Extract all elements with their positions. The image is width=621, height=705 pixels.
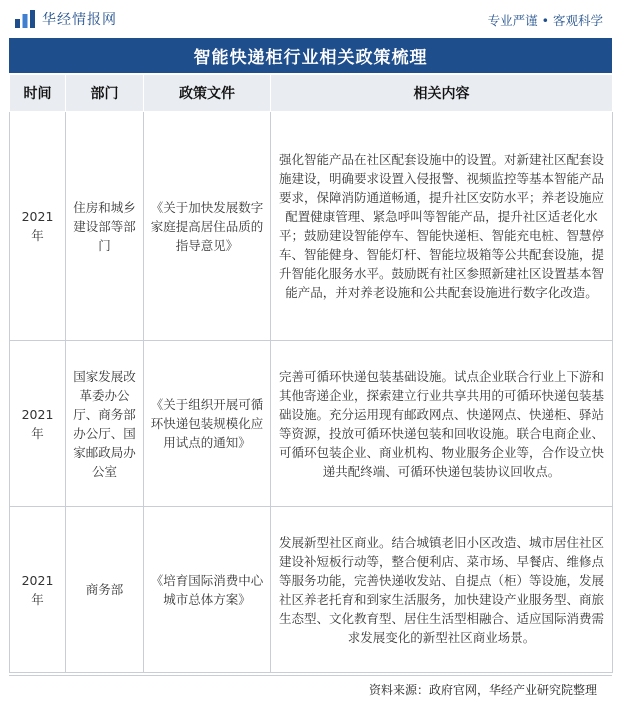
cell-department: 国家发展改革委办公厅、商务部办公厅、国家邮政局办公室: [66, 341, 144, 507]
cell-time: 2021年: [10, 341, 66, 507]
cell-content: 强化智能产品在社区配套设施中的设置。对新建社区配套设施建设，明确要求设置入侵报警、视频监控等基本智能产品要求，保障消防通道畅通，提升社区安防水平；养老设施应配置健康管理、紧急呼叫等智能产品，提升社区适老化水平；鼓励建设智能停车、智能快递柜、智能充电桩、智慧停车、智能健身、智能灯杆、智能垃圾箱等公共配套设施，提升智能化服务水平。鼓励既有社区参照新建社区设置基本智能产品，并对养老设施和公共配套设施进行数字化改造。: [271, 112, 613, 341]
brand-logo-icon: [14, 9, 36, 29]
cell-document: 《关于组织开展可循环快递包装规模化应用试点的通知》: [144, 341, 271, 507]
cell-department: 住房和城乡建设部等部门: [66, 112, 144, 341]
cell-department: 商务部: [66, 507, 144, 673]
source-note: 资料来源：政府官网，华经产业研究院整理: [368, 683, 597, 697]
policy-table: [9, 74, 613, 673]
cell-time: 2021年: [10, 112, 66, 341]
table-row: [10, 112, 613, 341]
brand-name: 华经情报网: [42, 12, 117, 28]
cell-document: 《培育国际消费中心城市总体方案》: [144, 507, 271, 673]
table-row: [10, 341, 613, 507]
column-header-content: 相关内容: [271, 75, 613, 112]
footer-divider: [9, 675, 612, 676]
cell-time: 2021年: [10, 507, 66, 673]
table-header-row: [10, 75, 613, 112]
column-header-time: 时间: [10, 75, 66, 112]
slogan: 专业严谨 • 客观科学: [487, 13, 603, 28]
page-title: 智能快递柜行业相关政策梳理: [9, 38, 612, 73]
column-header-document: 政策文件: [144, 75, 271, 112]
cell-content: 完善可循环快递包装基础设施。试点企业联合行业上下游和其他寄递企业，探索建立行业共享共用的可循环快递包装基础设施。充分运用现有邮政网点、快递网点、快递柜、驿站等资源，投放可循环快递包装和回收设施。联合电商企业、可循环包装企业、商业机构、物业服务企业等，合作设立快递共配终端、可循环快递包装协议回收点。: [271, 341, 613, 507]
table-row: [10, 507, 613, 673]
top-bar: [0, 0, 621, 38]
brand: [14, 9, 117, 29]
cell-document: 《关于加快发展数字家庭提高居住品质的指导意见》: [144, 112, 271, 341]
cell-content: 发展新型社区商业。结合城镇老旧小区改造、城市居住社区建设补短板行动等，整合便利店、菜市场、早餐店、维修点等服务功能，完善快递收发站、自提点（柜）等设施，发展社区养老托育和到家生活服务，加快建设产业服务型、商旅生态型、文化教育型、居住生活型相融合、适应国际消费需求发展变化的新型社区商业场景。: [271, 507, 613, 673]
column-header-department: 部门: [66, 75, 144, 112]
